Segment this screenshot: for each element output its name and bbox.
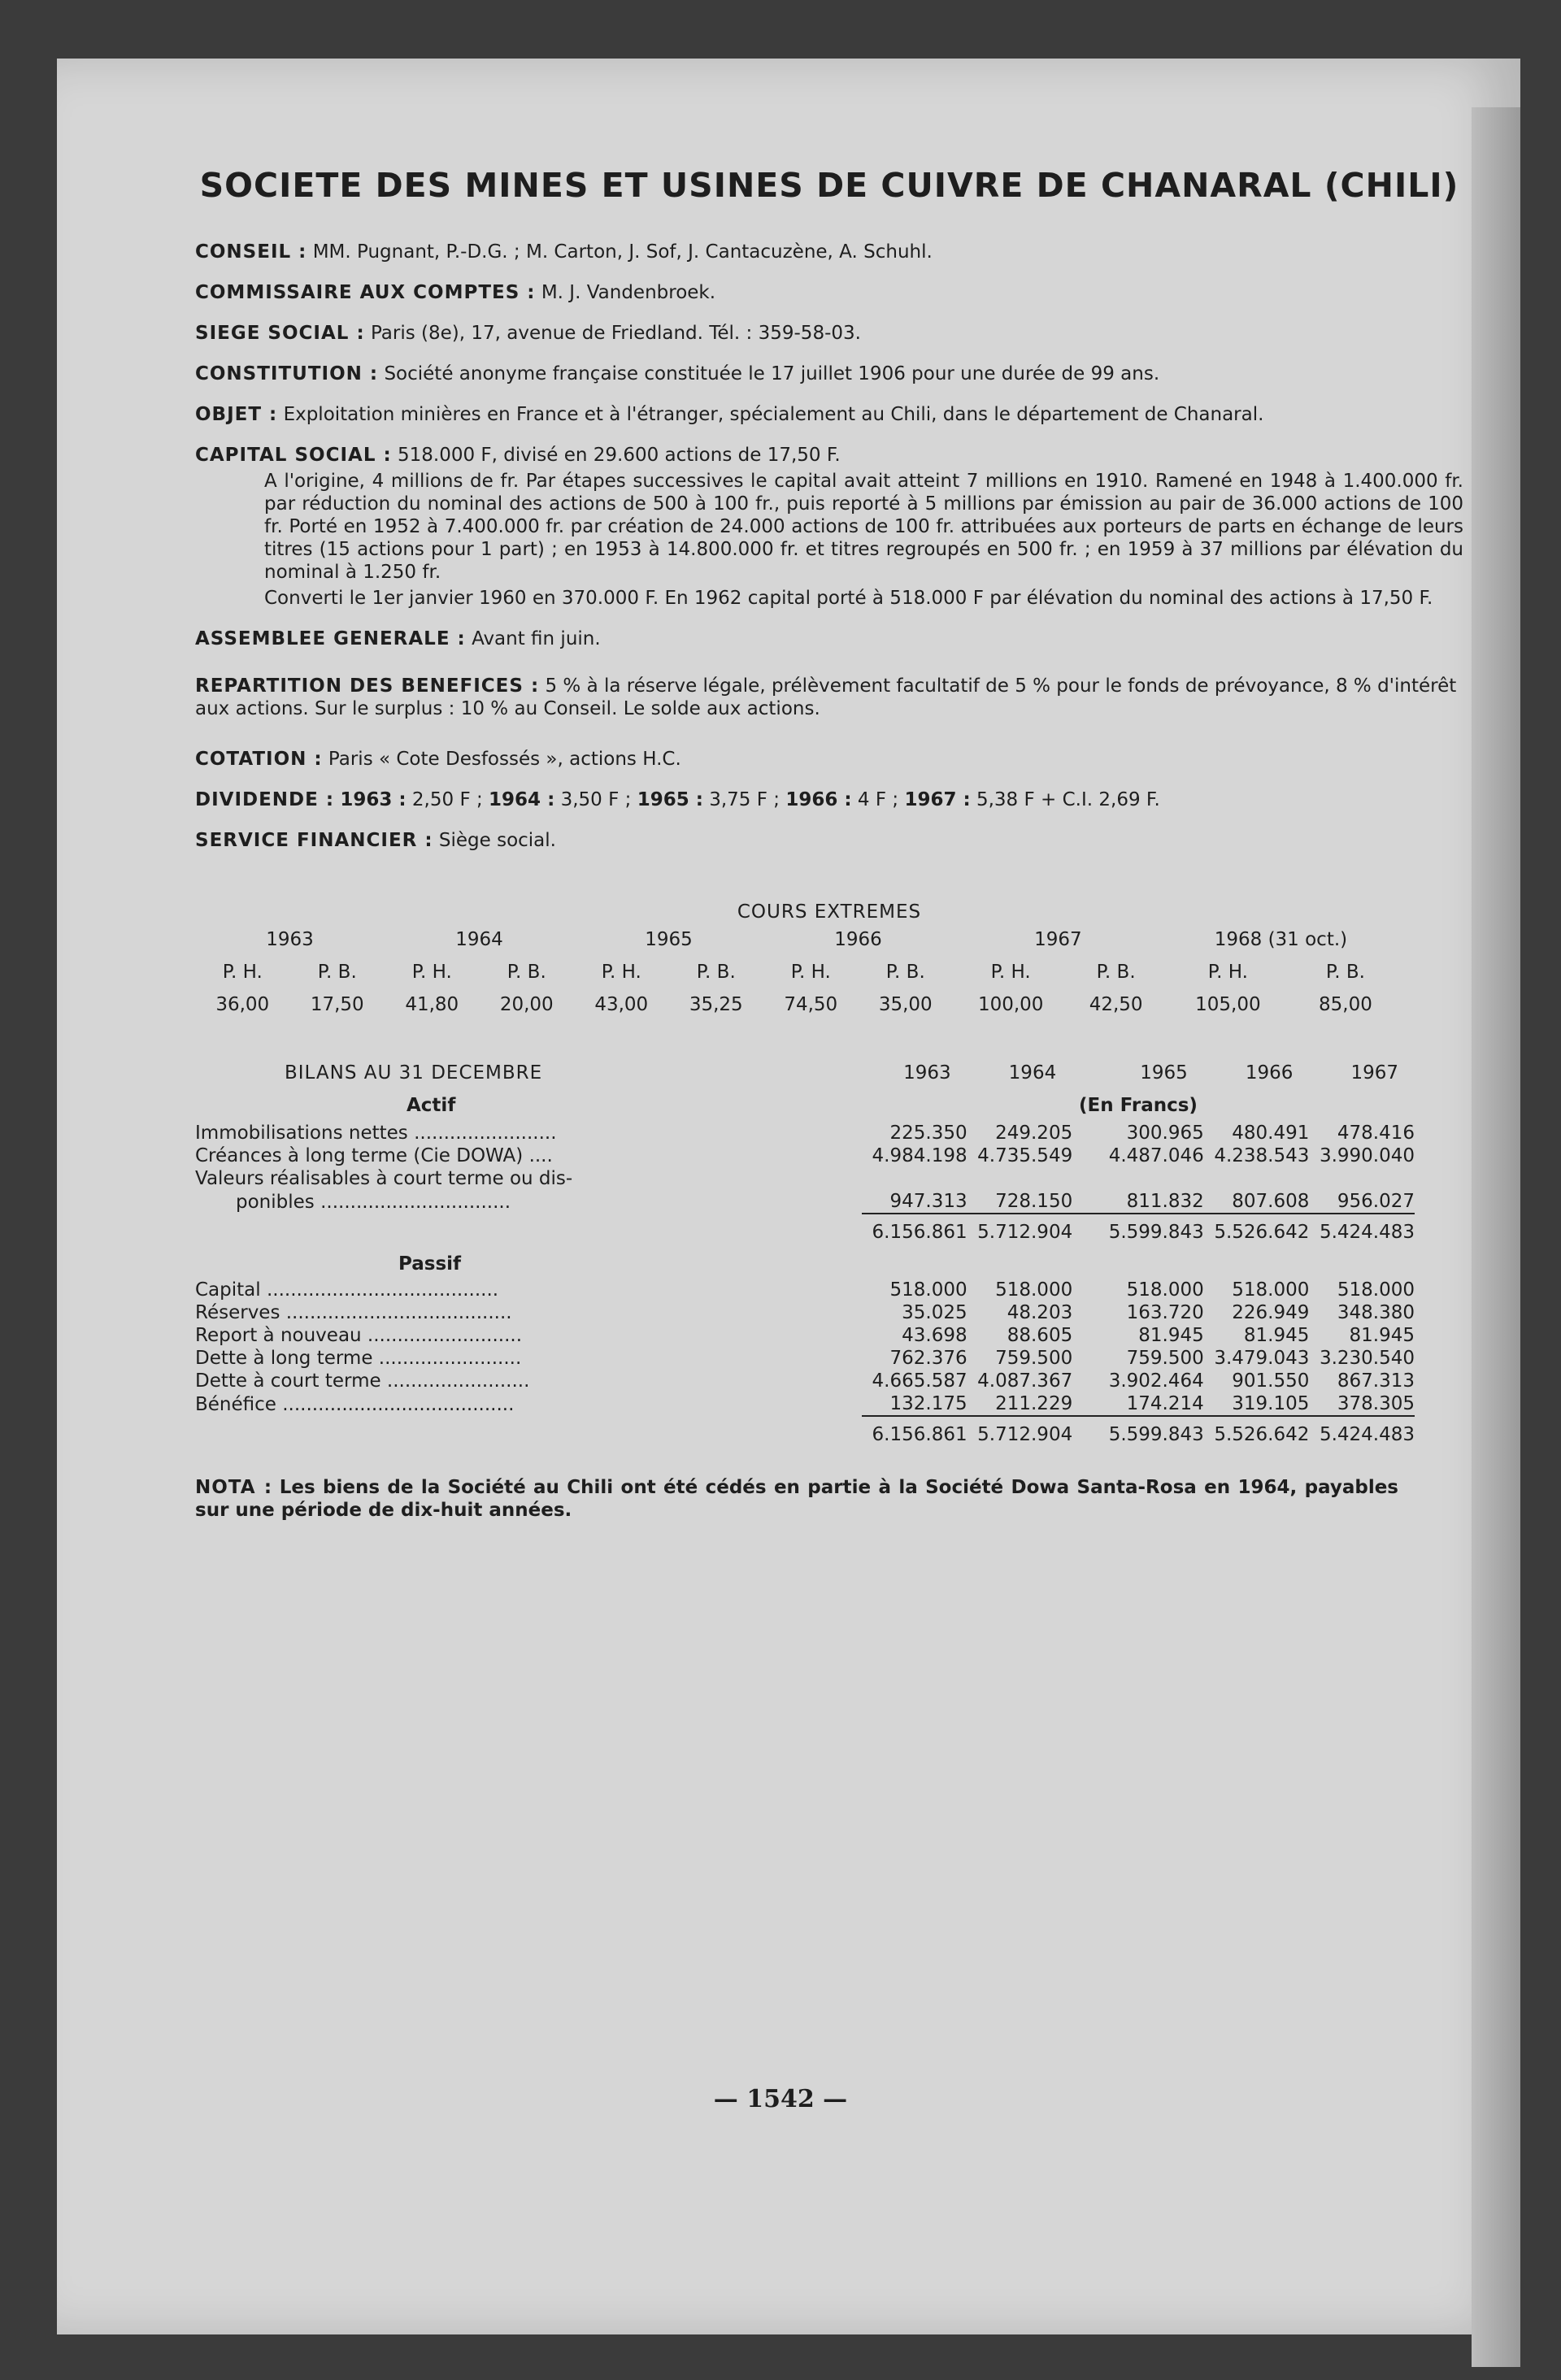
commissaire-field (195, 281, 1463, 304)
cell: 518.000 (889, 1279, 967, 1301)
cours-year: 1967 (1034, 929, 1082, 950)
cell: 518.000 (1337, 1279, 1415, 1301)
pb-header: P. B. (1325, 962, 1365, 983)
cell: 300.965 (1126, 1123, 1204, 1144)
cell: 4.238.543 (1214, 1145, 1310, 1166)
pb-value: 35,25 (689, 994, 743, 1015)
row-label: Report à nouveau .......................... (195, 1325, 523, 1346)
pb-value: 35,00 (878, 994, 933, 1015)
cell: 4.735.549 (977, 1145, 1073, 1166)
cell: 249.205 (995, 1123, 1073, 1144)
capital-history-paragraph: A l'origine, 4 millions de fr. Par étapes successives le capital avait atteint 7 millions en 1910. Ramené en 1948 à 1.400.000 fr. par réduction du nominal des actions de 500 à 100 fr., puis reporté à 5 millions par émission au pair de 36.000 actions de 100 fr. Porté en 1952 à 7.400.000 fr. par création de 24.000 actions de 100 fr. attribuées aux porteurs de parts en échange de leurs titres (15 actions pour 1 part) ; en 1953 à 14.800.000 fr. et titres regroupés en 500 fr. ; en 1959 à 37 millions par élévation du nominal à 1.250 fr. (264, 471, 1463, 583)
total-cell: 6.156.861 (862, 1416, 967, 1452)
siege-label: SIEGE SOCIAL : (195, 323, 365, 344)
pb-header: P. B. (696, 962, 736, 983)
passif-heading-row (195, 1249, 1415, 1279)
total-cell: 5.599.843 (1072, 1214, 1204, 1249)
cours-value-row (195, 988, 1398, 1021)
siege-field (195, 322, 1463, 345)
cell: 211.229 (995, 1393, 1073, 1414)
row-label: Bénéfice ....................................... (195, 1393, 515, 1415)
cell: 225.350 (889, 1123, 967, 1144)
ph-value: 36,00 (215, 994, 270, 1015)
service-label: SERVICE FINANCIER : (195, 830, 433, 851)
actif-row (195, 1144, 1415, 1167)
cours-year: 1966 (834, 929, 882, 950)
cours-year: 1963 (266, 929, 314, 950)
nota-text: Les biens de la Société au Chili ont été cédés en partie à la Société Dowa Santa-Rosa en 1964, payables sur une période de dix-huit années. (195, 1477, 1398, 1521)
dividende-item: 1966 : 4 F ; (785, 789, 899, 810)
assemblee-text: Avant fin juin. (472, 628, 601, 649)
capital-label: CAPITAL SOCIAL : (195, 445, 392, 466)
bilans-title: BILANS AU 31 DECEMBRE (285, 1062, 543, 1084)
passif-row (195, 1347, 1415, 1370)
company-title: SOCIETE DES MINES ET USINES DE CUIVRE DE CHANARAL (CHILI) (199, 166, 1459, 205)
capital-field (195, 444, 1463, 610)
bilans-header-row (195, 1057, 1415, 1089)
pb-value: 17,50 (310, 994, 364, 1015)
cell: 81.945 (1349, 1325, 1415, 1346)
cell: 728.150 (995, 1191, 1073, 1212)
passif-total-row (195, 1416, 1415, 1452)
cours-year: 1965 (645, 929, 693, 950)
dividende-field (195, 788, 1463, 811)
passif-heading: Passif (398, 1253, 462, 1275)
actif-row (195, 1190, 1415, 1214)
cell: 759.500 (995, 1348, 1073, 1369)
cell: 518.000 (1126, 1279, 1204, 1301)
passif-row (195, 1370, 1415, 1392)
cours-year-row (195, 923, 1398, 956)
actif-heading-row (195, 1089, 1415, 1122)
nota-label: NOTA : (195, 1477, 273, 1498)
conseil-label: CONSEIL : (195, 241, 307, 263)
cell: 48.203 (1007, 1302, 1073, 1323)
cell: 811.832 (1126, 1191, 1204, 1212)
dividende-label: DIVIDENDE : (195, 789, 335, 810)
cell: 378.305 (1337, 1393, 1415, 1414)
objet-label: OBJET : (195, 404, 278, 425)
cell: 478.416 (1337, 1123, 1415, 1144)
page-number: — 1542 — (713, 2085, 848, 2113)
total-cell: 5.712.904 (967, 1416, 1073, 1452)
row-label: Immobilisations nettes ........................ (195, 1123, 557, 1144)
cell: 518.000 (1232, 1279, 1310, 1301)
ph-header: P. H. (222, 962, 263, 983)
pb-header: P. B. (1096, 962, 1136, 983)
cell: 518.000 (995, 1279, 1073, 1301)
cell: 3.230.540 (1319, 1348, 1415, 1369)
cotation-text: Paris « Cote Desfossés », actions H.C. (328, 749, 681, 770)
repartition-text: 5 % à la réserve légale, prélèvement facultatif de 5 % pour le fonds de prévoyance, 8 % d'intérêt aux actions. Sur le surplus : 10 % au Conseil. Le solde aux actions. (195, 675, 1457, 719)
total-cell: 5.526.642 (1204, 1416, 1310, 1452)
ph-value: 100,00 (977, 994, 1044, 1015)
actif-total-row (195, 1214, 1415, 1249)
cell: 4.984.198 (872, 1145, 967, 1166)
assemblee-field (195, 628, 1463, 650)
row-label: Créances à long terme (Cie DOWA) .... (195, 1145, 553, 1166)
nota-field (195, 1476, 1398, 1522)
bilans-year: 1964 (1008, 1062, 1057, 1084)
cell: 43.698 (902, 1325, 967, 1346)
pb-value: 85,00 (1319, 994, 1372, 1015)
total-cell: 5.712.904 (967, 1214, 1073, 1249)
cours-header-row (195, 956, 1398, 988)
cotation-label: COTATION : (195, 749, 323, 770)
row-label: Valeurs réalisables à court terme ou dis- (195, 1168, 573, 1189)
ph-header: P. H. (601, 962, 641, 983)
ph-header: P. H. (990, 962, 1031, 983)
row-label: ponibles ................................ (236, 1191, 511, 1213)
row-label: Dette à long terme ........................ (195, 1348, 522, 1369)
service-field (195, 829, 1463, 852)
ph-value: 43,00 (594, 994, 649, 1015)
ph-value: 74,50 (784, 994, 838, 1015)
repartition-field (195, 675, 1463, 720)
ph-header: P. H. (790, 962, 831, 983)
passif-row (195, 1392, 1415, 1416)
total-cell: 5.599.843 (1072, 1416, 1204, 1452)
cell: 4.487.046 (1108, 1145, 1204, 1166)
cell: 35.025 (902, 1302, 967, 1323)
cell: 81.945 (1138, 1325, 1204, 1346)
cell: 4.087.367 (977, 1370, 1073, 1392)
bilans-year: 1963 (903, 1062, 951, 1084)
pb-value: 20,00 (499, 994, 554, 1015)
actif-row (195, 1167, 1415, 1190)
service-text: Siège social. (438, 830, 556, 851)
dividende-item: 1964 : 3,50 F ; (489, 789, 632, 810)
cell: 759.500 (1126, 1348, 1204, 1369)
unit-label: (En Francs) (1079, 1095, 1198, 1116)
actif-heading: Actif (407, 1095, 456, 1116)
pb-header: P. B. (507, 962, 546, 983)
row-label: Réserves ...................................... (195, 1302, 512, 1323)
cell: 947.313 (889, 1191, 967, 1212)
conseil-field (195, 241, 1463, 263)
total-cell: 5.424.483 (1309, 1416, 1415, 1452)
pb-header: P. B. (317, 962, 357, 983)
actif-row (195, 1122, 1415, 1144)
conseil-text: MM. Pugnant, P.-D.G. ; M. Carton, J. Sof, J. Cantacuzène, A. Schuhl. (312, 241, 933, 263)
dividende-item: 1963 : 2,50 F ; (340, 789, 483, 810)
cell: 480.491 (1232, 1123, 1310, 1144)
cell: 81.945 (1243, 1325, 1310, 1346)
assemblee-label: ASSEMBLEE GENERALE : (195, 628, 466, 649)
facing-page-edge (1472, 107, 1520, 2367)
ph-header: P. H. (1207, 962, 1248, 983)
total-cell: 5.424.483 (1309, 1214, 1415, 1249)
pb-value: 42,50 (1089, 994, 1143, 1015)
total-cell: 6.156.861 (862, 1214, 967, 1249)
cell: 3.990.040 (1319, 1145, 1415, 1166)
cell: 3.479.043 (1214, 1348, 1310, 1369)
ph-value: 41,80 (405, 994, 459, 1015)
cell: 3.902.464 (1108, 1370, 1204, 1392)
total-cell: 5.526.642 (1204, 1214, 1310, 1249)
passif-row (195, 1279, 1415, 1301)
objet-field (195, 403, 1463, 426)
ph-value: 105,00 (1195, 994, 1261, 1015)
passif-row (195, 1324, 1415, 1347)
dividende-item: 1967 : 5,38 F + C.I. 2,69 F. (904, 789, 1160, 810)
cell: 901.550 (1232, 1370, 1310, 1392)
cell: 348.380 (1337, 1302, 1415, 1323)
bilans-year: 1967 (1350, 1062, 1398, 1084)
cell: 163.720 (1126, 1302, 1204, 1323)
constitution-text: Société anonyme française constituée le 17 juillet 1906 pour une durée de 99 ans. (384, 363, 1160, 384)
cell: 88.605 (1007, 1325, 1073, 1346)
siege-text: Paris (8e), 17, avenue de Friedland. Tél. : 359-58-03. (370, 323, 861, 344)
cours-table (195, 923, 1398, 1021)
cell: 867.313 (1337, 1370, 1415, 1392)
cours-year: 1968 (31 oct.) (1214, 929, 1348, 950)
ph-header: P. H. (411, 962, 452, 983)
dividende-item: 1965 : 3,75 F ; (637, 789, 780, 810)
cell: 319.105 (1232, 1393, 1310, 1414)
passif-row (195, 1301, 1415, 1324)
constitution-label: CONSTITUTION : (195, 363, 379, 384)
capital-conversion-paragraph: Converti le 1er janvier 1960 en 370.000 F. En 1962 capital porté à 518.000 F par élévation du nominal des actions à 17,50 F. (264, 588, 1433, 609)
cell: 226.949 (1232, 1302, 1310, 1323)
repartition-label: REPARTITION DES BENEFICES : (195, 675, 540, 697)
document-content (195, 154, 1463, 1522)
constitution-field (195, 363, 1463, 385)
bilans-year: 1965 (1140, 1062, 1188, 1084)
cours-title: COURS EXTREMES (737, 901, 922, 923)
row-label: Dette à court terme ........................ (195, 1370, 530, 1392)
cell: 174.214 (1126, 1393, 1204, 1414)
bilans-year: 1966 (1245, 1062, 1294, 1084)
cell: 4.665.587 (872, 1370, 967, 1392)
cell: 762.376 (889, 1348, 967, 1369)
cours-year: 1964 (455, 929, 503, 950)
cell: 956.027 (1337, 1191, 1415, 1212)
objet-text: Exploitation minières en France et à l'étranger, spécialement au Chili, dans le département de Chanaral. (283, 404, 1264, 425)
row-label: Capital ....................................... (195, 1279, 499, 1301)
capital-text: 518.000 F, divisé en 29.600 actions de 17,50 F. (398, 445, 841, 466)
pb-header: P. B. (885, 962, 925, 983)
commissaire-text: M. J. Vandenbroek. (541, 282, 716, 303)
bilans-table (195, 1057, 1415, 1452)
cotation-field (195, 748, 1463, 771)
cell: 132.175 (889, 1393, 967, 1414)
cell: 807.608 (1232, 1191, 1310, 1212)
commissaire-label: COMMISSAIRE AUX COMPTES : (195, 282, 536, 303)
